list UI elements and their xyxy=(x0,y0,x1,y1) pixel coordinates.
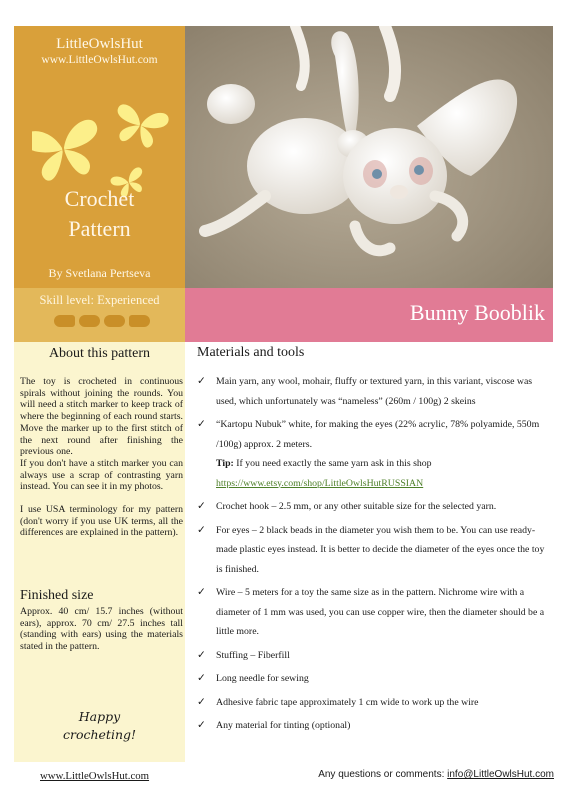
author-credit: By Svetlana Pertseva xyxy=(48,266,151,280)
material-text: Stuffing – Fiberfill xyxy=(216,649,290,661)
materials-list xyxy=(197,372,552,740)
title-pattern: Pattern xyxy=(68,216,131,241)
footer-website-link[interactable]: www.LittleOwlsHut.com xyxy=(40,770,150,782)
about-paragraph: If you don't have a stitch marker you can always use a scrap of contrasting yarn instead. You can see it in my photos. xyxy=(20,457,183,493)
material-text: Crochet hook – 2.5 mm, or any other suitable size for the selected yarn. xyxy=(216,501,497,512)
list-item xyxy=(197,716,552,736)
skill-pill xyxy=(129,315,150,327)
happy-line: Happy xyxy=(78,709,121,724)
brand-panel xyxy=(14,26,185,288)
material-text: Long needle for sewing xyxy=(216,673,309,684)
tip-label: Tip: xyxy=(216,458,234,469)
check-icon: ✓ xyxy=(197,673,206,684)
material-text: Main yarn, any wool, mohair, fluffy or textured yarn, in this variant, viscose was used, which unfortunately was “nameless” (260m / 100g) 2 skeins xyxy=(216,376,533,407)
check-icon: ✓ xyxy=(197,649,206,661)
bunny-photo xyxy=(185,26,553,288)
materials-title: Materials and tools xyxy=(197,345,305,360)
material-text: “Kartopu Nubuk” white, for making the eyes (22% acrylic, 78% polyamide, 550m /100g) approx. 2 meters. xyxy=(216,419,540,450)
tip-text: If you need exactly the same yarn ask in this shop xyxy=(233,458,432,469)
skill-pill xyxy=(104,315,125,327)
shop-link[interactable]: https://www.etsy.com/shop/LittleOwlsHutRUSSIAN xyxy=(216,477,424,489)
pattern-name: Bunny Booblik xyxy=(409,300,545,325)
skill-level-indicator xyxy=(54,315,150,327)
skill-pill xyxy=(79,315,100,327)
list-item xyxy=(197,372,552,411)
list-item xyxy=(197,669,552,689)
material-text: For eyes – 2 black beads in the diameter you wish them to be. You can use ready-made plastic eyes instead. It is better to decide the diameter of the eyes once the toy is finished. xyxy=(216,524,545,575)
tip xyxy=(216,454,552,493)
list-item xyxy=(197,583,552,642)
list-item xyxy=(197,497,552,517)
check-icon: ✓ xyxy=(197,587,206,598)
check-icon: ✓ xyxy=(197,720,206,731)
list-item xyxy=(197,521,552,580)
check-icon: ✓ xyxy=(197,419,206,430)
about-text xyxy=(20,376,183,550)
list-item xyxy=(197,415,552,493)
material-text: Adhesive fabric tape approximately 1 cm wide to work up the wire xyxy=(216,696,479,708)
check-icon: ✓ xyxy=(197,376,206,387)
happy-crocheting xyxy=(14,708,185,744)
list-item xyxy=(197,693,552,713)
skill-level-panel xyxy=(14,288,185,342)
crocheting-line: crocheting! xyxy=(62,727,137,742)
check-icon: ✓ xyxy=(197,501,206,512)
about-title: About this pattern xyxy=(48,346,151,361)
material-text: Any material for tinting (optional) xyxy=(216,720,351,731)
check-icon: ✓ xyxy=(197,524,206,536)
about-paragraph: I use USA terminology for my pattern (don't worry if you use UK terms, all the differences are explained in the pattern). xyxy=(20,504,183,539)
about-paragraph: The toy is crocheted in continuous spirals without joining the rounds. You will need a stitch marker to keep track of where the beginning of each round starts. Move the marker up to the first stitch of the next round after finishing the previous one. xyxy=(20,376,183,458)
skill-pill xyxy=(54,315,75,327)
contact-email-link[interactable]: info@LittleOwlsHut.com xyxy=(447,769,554,780)
footer-contact xyxy=(318,769,554,780)
brand-name: LittleOwlsHut xyxy=(56,36,143,52)
contact-prefix: Any questions or comments: xyxy=(318,769,448,780)
pattern-name-banner xyxy=(185,288,553,342)
about-panel xyxy=(14,342,185,762)
bunny-photo-image xyxy=(185,26,553,288)
title-crochet: Crochet xyxy=(64,186,135,211)
material-text: Wire – 5 meters for a toy the same size as in the pattern. Nichrome wire with a diameter of 1 mm was used, you can use copper wire, then the diameter should be a little more. xyxy=(216,587,545,637)
brand-url[interactable]: www.LittleOwlsHut.com xyxy=(41,54,158,66)
finished-size-title: Finished size xyxy=(20,588,94,603)
skill-level-text: Skill level: Experienced xyxy=(39,293,160,307)
finished-size-text: Approx. 40 cm/ 15.7 inches (without ears), approx. 70 cm/ 27.5 inches tall (standing with ears) using the materials stated in the pattern. xyxy=(20,606,183,653)
list-item xyxy=(197,646,552,666)
check-icon: ✓ xyxy=(197,696,206,708)
